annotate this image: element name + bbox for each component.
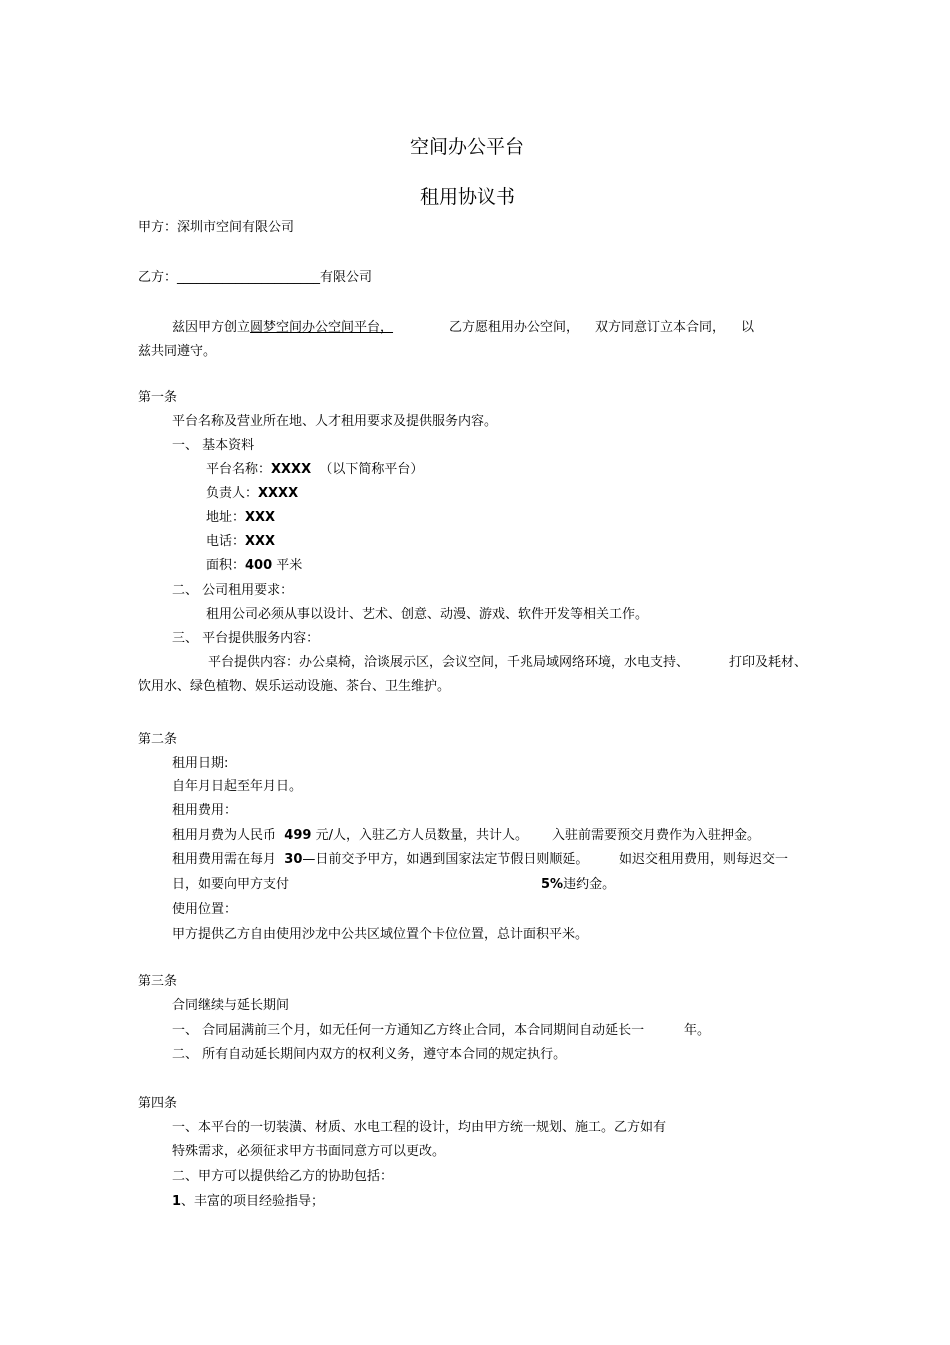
phone-label: 电话： xyxy=(206,534,246,549)
rental-fee-label: 租用费用： xyxy=(172,803,238,818)
fee-a1: 租用月费为人民币 xyxy=(172,828,277,843)
fee-c1: 日，如要向甲方支付 xyxy=(172,877,290,892)
use-location-body: 甲方提供乙方自由使用沙龙中公共区域位置个卡位位置，总计面积平米。 xyxy=(172,927,589,942)
preamble-line2: 兹共同遵守。 xyxy=(138,344,217,359)
party-b-suffix: 有限公司 xyxy=(320,270,373,285)
area-row xyxy=(206,557,302,575)
article3-item2: 二、 所有自动延长期间内双方的权利义务，遵守本合同的规定执行。 xyxy=(172,1047,567,1062)
preamble-part4: 以 xyxy=(741,320,755,335)
article1-heading: 第一条 xyxy=(138,390,178,405)
use-location-label: 使用位置： xyxy=(172,902,238,917)
area-label: 面积： xyxy=(206,558,246,573)
article3-item1b: 年。 xyxy=(684,1023,711,1038)
fee-c2: 违约金。 xyxy=(563,877,616,892)
article1-sec1-title: 一、 基本资料 xyxy=(172,438,255,453)
fee-b-num: 30 xyxy=(284,852,303,867)
article1-sec2-title: 二、 公司租用要求： xyxy=(172,583,294,598)
party-b xyxy=(138,269,372,287)
preamble-underlined: 圆梦空间办公空间平台， xyxy=(250,320,394,335)
area-value: 400 xyxy=(245,558,273,573)
fee-b3: 如迟交租用费用，则每迟交一 xyxy=(619,852,789,867)
article4-item2: 二、甲方可以提供给乙方的协助包括： xyxy=(172,1169,394,1184)
fee-b1: 租用费用需在每月 xyxy=(172,852,277,867)
rental-date-body: 自年月日起至年月日。 xyxy=(172,779,303,794)
manager-value: XXXX xyxy=(258,486,299,501)
article1-intro: 平台名称及营业所在地、人才租用要求及提供服务内容。 xyxy=(172,414,498,429)
preamble-part1: 兹因甲方创立 xyxy=(172,320,251,335)
article1-sec3-body-a: 平台提供内容：办公桌椅，洽谈展示区，会议空间，千兆局域网络环境，水电支持、 xyxy=(208,655,690,670)
article1-sec3-body-b: 打印及耗材、 xyxy=(729,655,808,670)
phone-value: XXX xyxy=(245,534,276,549)
article3-heading: 第三条 xyxy=(138,974,178,989)
party-b-prefix: 乙方： xyxy=(138,270,178,285)
platform-label: 平台名称： xyxy=(206,462,272,477)
manager-label: 负责人： xyxy=(206,486,259,501)
article4-item1b: 特殊需求，必须征求甲方书面同意方可以更改。 xyxy=(172,1144,446,1159)
party-b-blank: ______________________ xyxy=(177,270,321,285)
fee-c-group xyxy=(541,876,615,894)
area-unit: 平米 xyxy=(276,558,303,573)
article1-sec3-title: 三、 平台提供服务内容： xyxy=(172,631,320,646)
platform-note: （以下简称平台） xyxy=(319,462,424,477)
article1-sec3-body-c: 饮用水、绿色植物、娱乐运动设施、茶台、卫生维护。 xyxy=(138,679,451,694)
address-row xyxy=(206,509,275,527)
article4-sub1-text: 、丰富的项目经验指导； xyxy=(181,1194,325,1209)
platform-value: XXXX xyxy=(271,462,312,477)
article3-item1a: 一、 合同届满前三个月，如无任何一方通知乙方终止合同，本合同期间自动延长一 xyxy=(172,1023,645,1038)
article1-sec2-body: 租用公司必须从事以设计、艺术、创意、动漫、游戏、软件开发等相关工作。 xyxy=(206,607,649,622)
doc-subtitle: 租用协议书 xyxy=(420,186,516,208)
fee-c-num: 5% xyxy=(541,877,564,892)
preamble-part2: 乙方愿租用办公空间， xyxy=(449,320,580,335)
article2-heading: 第二条 xyxy=(138,732,178,747)
doc-title: 空间办公平台 xyxy=(410,136,525,158)
fee-a3: 入驻前需要预交月费作为入驻押金。 xyxy=(552,828,761,843)
article4-sub1 xyxy=(172,1193,324,1211)
address-label: 地址： xyxy=(206,510,246,525)
manager-row xyxy=(206,485,298,503)
party-a: 甲方：深圳市空间有限公司 xyxy=(138,220,295,235)
article4-item1a: 一、本平台的一切装潢、材质、水电工程的设计，均由甲方统一规划、施工。乙方如有 xyxy=(172,1120,667,1135)
rental-date-label: 租用日期: xyxy=(172,756,229,771)
preamble-line1 xyxy=(172,319,393,337)
article3-title: 合同继续与延长期间 xyxy=(172,998,290,1013)
platform-name-row xyxy=(206,461,423,479)
article4-heading: 第四条 xyxy=(138,1096,178,1111)
rental-fee-line1 xyxy=(172,827,528,845)
fee-a2: 元/人，入驻乙方人员数量，共计人。 xyxy=(315,828,528,843)
article4-sub1-num: 1 xyxy=(172,1194,182,1209)
phone-row xyxy=(206,533,275,551)
fee-a-num: 499 xyxy=(284,828,312,843)
fee-b2: —日前交予甲方，如遇到国家法定节假日则顺延。 xyxy=(302,852,589,867)
preamble-part3: 双方同意订立本合同， xyxy=(595,320,726,335)
rental-fee-line2 xyxy=(172,851,588,869)
address-value: XXX xyxy=(245,510,276,525)
